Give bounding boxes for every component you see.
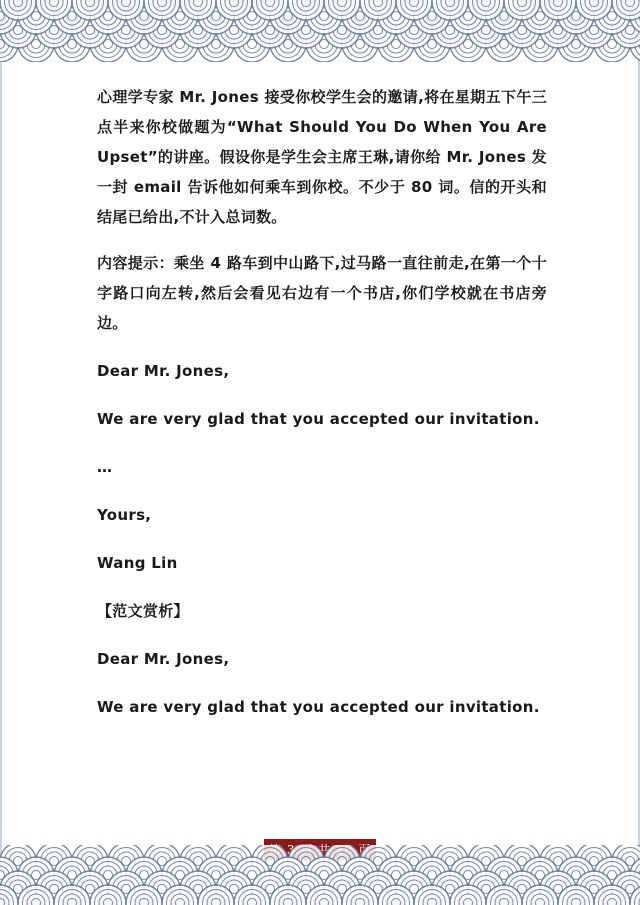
content-hints: 内容提示：乘坐 4 路车到中山路下,过马路一直往前走,在第一个十字路口向左转,然后会看见右边有一个书店,你们学校就在书店旁边。: [97, 254, 547, 332]
sample-first-line: We are very glad that you accepted our invitation.: [97, 698, 540, 716]
top-wave-decoration: [0, 0, 640, 62]
letter-greeting: Dear Mr. Jones,: [97, 362, 230, 380]
page-number-label: 共: [264, 839, 376, 860]
letter-first-line: We are very glad that you accepted our invitation.: [97, 410, 540, 428]
letter-signature: Wang Lin: [97, 554, 178, 572]
letter-closing: Yours,: [97, 506, 152, 524]
sample-greeting: Dear Mr. Jones,: [97, 650, 230, 668]
letter-ellipsis: …: [97, 458, 113, 476]
task-instructions: 心理学专家 Mr. Jones 接受你校学生会的邀请,将在星期五下午三点半来你校做题为“What Should You Do When You Are Upset”的讲座。假设你是学生会主席王琳,请你给 Mr. Jones 发一封 email 告诉他如何乘车到你校。不少于 80 词。信的开头和结尾已给出,不计入总词数。: [97, 88, 547, 226]
document-body: [97, 82, 547, 722]
bottom-wave-decoration: [0, 845, 640, 905]
sample-heading: 【范文赏析】: [97, 602, 189, 620]
